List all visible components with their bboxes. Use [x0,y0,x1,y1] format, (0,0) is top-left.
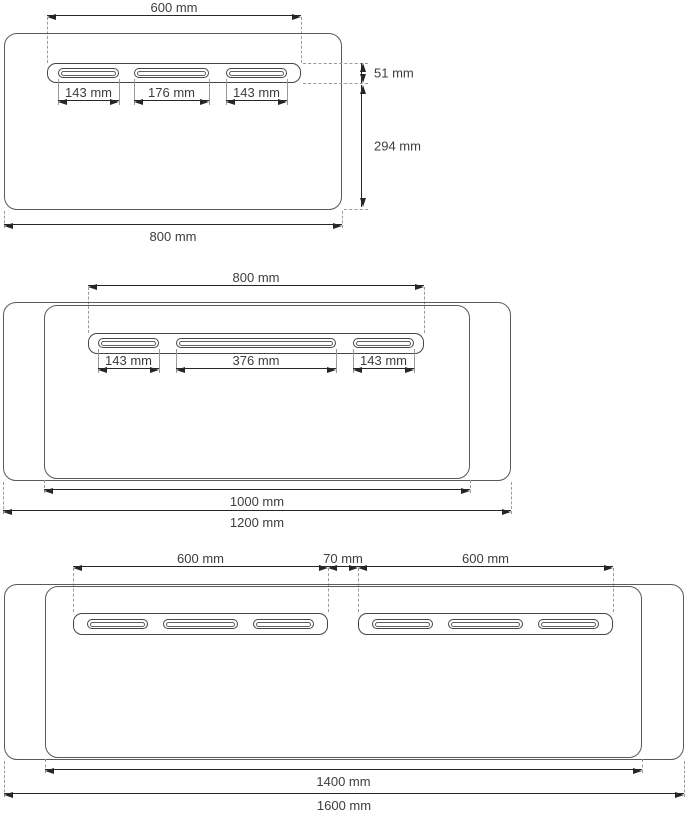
arrowhead-up [360,85,366,94]
dim-label: 143 mm [65,85,112,100]
extension-line [470,480,471,493]
dim-label: 143 mm [360,353,407,368]
extension-line [344,209,368,210]
dim-label: 51 mm [374,65,414,81]
extension-line [414,349,415,373]
diagram-800-panel [4,33,342,210]
dim-1200-slot-right [353,353,414,369]
dim-label: 294 mm [374,138,421,154]
arrowhead-down [360,74,366,83]
dim-800-below-height [361,85,421,207]
diagram-1600-left-slot-3 [253,619,314,629]
diagram-1200-inner-panel [44,305,470,479]
dim-800-slot-group-width [47,0,301,16]
extension-line [642,759,643,773]
dim-1600-right-slot-group-width [358,551,613,567]
dim-1600-inner-panel-width [45,769,642,789]
dim-1600-left-slot-group-width [73,551,328,567]
dim-label: 1400 mm [316,774,371,789]
arrowhead-left [176,367,185,373]
extension-line [684,761,685,797]
dim-1200-slot-center [176,353,336,369]
arrowhead-right [604,565,613,571]
arrowhead-right [327,367,336,373]
dim-label: 143 mm [233,85,280,100]
diagram-1200-slot-center [176,338,336,348]
dim-800-slot-left [58,85,119,101]
arrowhead-left [44,488,53,494]
arrowhead-left [358,565,367,571]
arrowhead-left [4,223,13,229]
dim-1200-slot-left [98,353,159,369]
dim-1200-slot-group-width [88,270,424,286]
diagram-800-slot-center [134,68,209,78]
extension-line [209,79,210,105]
dim-800-slot-center [134,85,209,101]
dim-1600-outer-panel-width [4,793,684,813]
dim-label: 376 mm [232,353,280,368]
dim-800-slot-group-height [361,63,414,83]
arrowhead-left [47,14,56,20]
arrowhead-right [292,14,301,20]
diagram-800-slot-left [58,68,119,78]
extension-line [342,211,343,228]
arrowhead-right [675,792,684,798]
extension-line [511,482,512,514]
diagram-1600-left-slot-1 [87,619,148,629]
dim-800-slot-right [226,85,287,101]
dim-1600-gap [323,551,363,567]
arrowhead-left [88,284,97,290]
arrowhead-right [633,768,642,774]
dim-800-panel-width [4,224,342,244]
diagram-1600-left-slot-2 [163,619,238,629]
dim-label: 800 mm [232,270,280,285]
dim-label: 1200 mm [229,515,285,530]
dim-label: 143 mm [105,353,152,368]
dim-1200-inner-panel-width [44,489,470,509]
arrowhead-left [134,99,143,105]
arrowhead-right [200,99,209,105]
dim-1200-outer-panel-width [3,510,511,530]
arrowhead-right [502,509,511,515]
extension-line [336,349,337,373]
arrowhead-left [73,565,82,571]
extension-line [287,79,288,105]
diagram-1200-slot-left [98,338,159,348]
extension-line [303,63,368,64]
dim-label: 600 mm [150,0,198,15]
dim-label: 600 mm [462,551,509,566]
dim-label: 1000 mm [229,494,285,509]
diagram-800-slot-right [226,68,287,78]
arrowhead-right [461,488,470,494]
arrowhead-up [360,63,366,72]
arrowhead-left [45,768,54,774]
dim-label: 800 mm [149,229,197,244]
dim-label: 70 mm [323,551,363,566]
dim-label: 600 mm [177,551,224,566]
arrowhead-right [415,284,424,290]
extension-line [303,83,368,84]
dim-label: 176 mm [148,85,195,100]
diagram-1600-right-slot-2 [448,619,523,629]
arrowhead-left [3,509,12,515]
diagram-1600-inner-panel [45,586,642,758]
arrowhead-right [333,223,342,229]
diagram-1600-right-slot-3 [538,619,599,629]
diagram-1600-right-slot-1 [372,619,433,629]
extension-line [159,349,160,373]
arrowhead-down [360,198,366,207]
arrowhead-left [4,792,13,798]
extension-line [119,79,120,105]
diagram-1200-slot-right [353,338,414,348]
dim-label: 1600 mm [316,798,372,813]
